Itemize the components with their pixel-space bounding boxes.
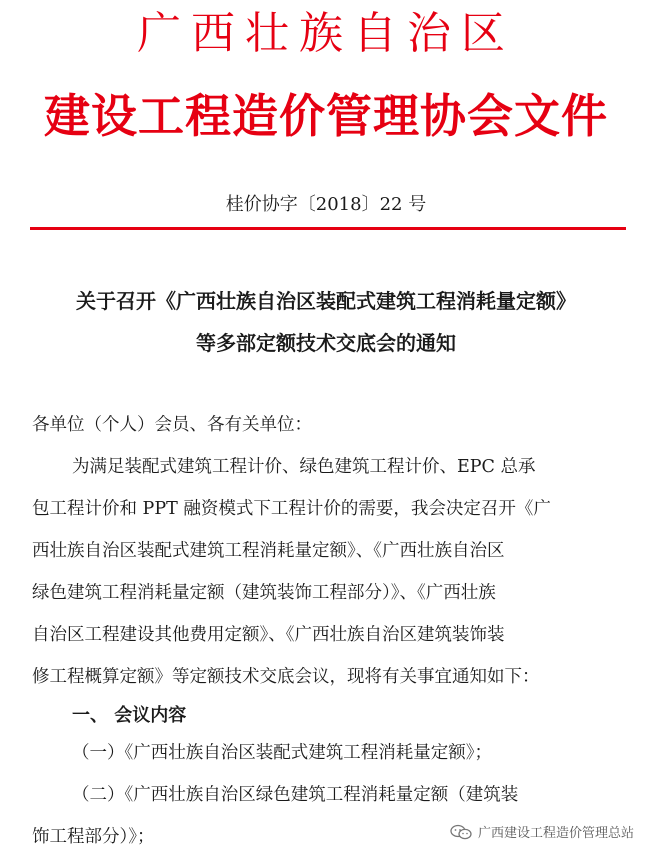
list-item: 饰工程部分）》； xyxy=(32,827,155,847)
notice-title-line1: 关于召开《广西壮族自治区装配式建筑工程消耗量定额》 xyxy=(76,289,576,313)
wechat-icon xyxy=(450,824,472,840)
header-org-line1: 广西壮族自治区 xyxy=(137,8,515,59)
paragraph-line: 绿色建筑工程消耗量定额（建筑装饰工程部分）》、《广西壮族 xyxy=(32,583,496,603)
notice-title-line2: 等多部定额技术交底会的通知 xyxy=(196,331,456,355)
paragraph-line: 包工程计价和 PPT 融资模式下工程计价的需要，我会决定召开《广 xyxy=(32,499,551,519)
watermark-text: 广西建设工程造价管理总站 xyxy=(477,826,634,841)
paragraph-line: 修工程概算定额》等定额技术交底会议，现将有关事宜通知如下： xyxy=(32,667,540,687)
paragraph-line: 西壮族自治区装配式建筑工程消耗量定额》、《广西壮族自治区 xyxy=(32,541,505,561)
section-heading: 一、 会议内容 xyxy=(72,705,187,726)
header-divider xyxy=(30,227,626,230)
paragraph-line: 为满足装配式建筑工程计价、绿色建筑工程计价、EPC 总承 xyxy=(72,457,536,477)
source-watermark xyxy=(446,820,638,843)
header-org-line2: 建设工程造价管理协会文件 xyxy=(44,89,608,143)
list-item: （二）《广西壮族自治区绿色建筑工程消耗量定额（建筑装 xyxy=(72,785,519,805)
list-item: （一）《广西壮族自治区装配式建筑工程消耗量定额》； xyxy=(72,743,492,763)
paragraph-line: 自治区工程建设其他费用定额》、《广西壮族自治区建筑装饰装 xyxy=(32,625,505,645)
document-number: 桂价协字〔2018〕22 号 xyxy=(225,194,427,215)
greeting: 各单位（个人）会员、各有关单位： xyxy=(32,415,312,435)
